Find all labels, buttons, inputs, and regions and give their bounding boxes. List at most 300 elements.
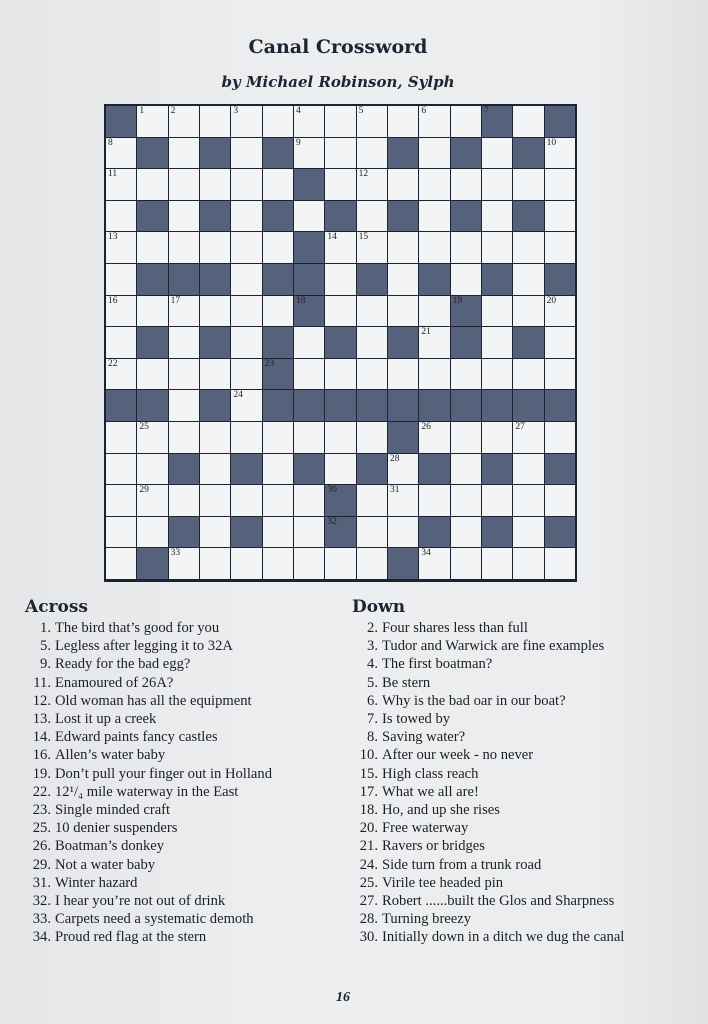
grid-cell[interactable] bbox=[137, 359, 167, 390]
down-clue bbox=[352, 655, 682, 673]
grid-cell-black bbox=[200, 390, 230, 421]
grid-cell[interactable] bbox=[357, 138, 387, 169]
grid-cell[interactable] bbox=[231, 485, 261, 516]
grid-cell[interactable] bbox=[169, 548, 199, 579]
clue-text: Ready for the bad egg? bbox=[55, 656, 191, 673]
grid-cell[interactable] bbox=[169, 485, 199, 516]
grid-cell[interactable] bbox=[357, 169, 387, 200]
down-clue bbox=[352, 710, 682, 728]
grid-cell[interactable] bbox=[482, 548, 512, 579]
grid-cell[interactable] bbox=[294, 327, 324, 358]
across-heading: Across bbox=[25, 597, 88, 617]
clue-number: 18 bbox=[296, 295, 306, 306]
grid-cell[interactable] bbox=[294, 517, 324, 548]
clue-text: Four shares less than full bbox=[382, 620, 528, 636]
clue-number-label: 14. bbox=[32, 729, 51, 746]
down-clue bbox=[352, 801, 682, 819]
clue-text: Is towed by bbox=[382, 711, 451, 728]
grid-cell[interactable] bbox=[294, 138, 324, 169]
grid-cell[interactable] bbox=[357, 296, 387, 327]
grid-cell[interactable] bbox=[419, 296, 449, 327]
grid-cell[interactable] bbox=[451, 232, 481, 263]
grid-cell[interactable] bbox=[263, 106, 293, 137]
grid-cell[interactable] bbox=[137, 517, 167, 548]
grid-cell-black bbox=[482, 106, 512, 137]
clue-text: The first boatman? bbox=[382, 656, 493, 673]
grid-cell[interactable] bbox=[451, 454, 481, 485]
grid-cell[interactable] bbox=[545, 327, 575, 358]
grid-cell[interactable] bbox=[325, 454, 355, 485]
grid-cell[interactable] bbox=[106, 454, 136, 485]
grid-cell-black bbox=[513, 138, 543, 169]
down-heading: Down bbox=[352, 597, 406, 617]
clue-text: Free waterway bbox=[382, 820, 469, 837]
grid-cell[interactable] bbox=[357, 359, 387, 390]
grid-cell[interactable] bbox=[545, 201, 575, 232]
down-clue bbox=[352, 692, 682, 710]
across-clue bbox=[25, 710, 345, 728]
clue-number: 13 bbox=[108, 232, 118, 243]
grid-cell[interactable] bbox=[325, 138, 355, 169]
grid-cell-black bbox=[294, 454, 324, 485]
across-clue bbox=[25, 928, 345, 946]
clue-number: 11 bbox=[108, 169, 118, 180]
grid-cell[interactable] bbox=[325, 296, 355, 327]
grid-cell-black bbox=[169, 264, 199, 295]
clue-number-label: 12. bbox=[32, 692, 51, 709]
grid-cell[interactable] bbox=[545, 359, 575, 390]
grid-cell[interactable] bbox=[451, 422, 481, 453]
grid-cell[interactable] bbox=[482, 327, 512, 358]
grid-cell[interactable] bbox=[137, 232, 167, 263]
grid-cell[interactable] bbox=[169, 327, 199, 358]
grid-cell[interactable] bbox=[357, 201, 387, 232]
grid-cell[interactable] bbox=[106, 485, 136, 516]
grid-cell[interactable] bbox=[388, 296, 418, 327]
grid-cell[interactable] bbox=[388, 485, 418, 516]
grid-cell[interactable] bbox=[357, 422, 387, 453]
clue-number-label: 3. bbox=[367, 638, 378, 655]
clue-number: 12 bbox=[358, 169, 369, 180]
grid-cell-black bbox=[325, 390, 355, 421]
grid-cell[interactable] bbox=[294, 201, 324, 232]
grid-cell[interactable] bbox=[357, 517, 387, 548]
down-clue bbox=[352, 746, 682, 764]
grid-cell[interactable] bbox=[137, 422, 167, 453]
grid-cell[interactable] bbox=[263, 422, 293, 453]
grid-cell[interactable] bbox=[106, 169, 136, 200]
down-clue bbox=[352, 728, 682, 746]
grid-cell[interactable] bbox=[200, 232, 230, 263]
grid-cell-black bbox=[200, 264, 230, 295]
grid-cell[interactable] bbox=[451, 264, 481, 295]
grid-cell[interactable] bbox=[482, 232, 512, 263]
grid-cell[interactable] bbox=[200, 485, 230, 516]
grid-cell[interactable] bbox=[200, 548, 230, 579]
grid-cell[interactable] bbox=[231, 296, 261, 327]
grid-cell[interactable] bbox=[294, 422, 324, 453]
grid-cell[interactable] bbox=[513, 296, 543, 327]
grid-cell[interactable] bbox=[482, 359, 512, 390]
clue-number: 16 bbox=[108, 295, 118, 306]
clue-text: Virile tee headed pin bbox=[382, 874, 504, 891]
clue-text: High class reach bbox=[382, 765, 479, 782]
clue-number-label: 6. bbox=[367, 692, 378, 709]
grid-cell[interactable] bbox=[419, 138, 449, 169]
grid-cell[interactable] bbox=[325, 169, 355, 200]
grid-cell[interactable] bbox=[482, 169, 512, 200]
grid-cell[interactable] bbox=[200, 422, 230, 453]
grid-cell-black bbox=[419, 264, 449, 295]
clue-text: Don’t pull your finger out in Holland bbox=[55, 765, 272, 782]
grid-cell[interactable] bbox=[513, 517, 543, 548]
clue-number-label: 32. bbox=[32, 893, 51, 910]
clue-number: 15 bbox=[358, 232, 369, 243]
grid-cell[interactable] bbox=[419, 548, 449, 579]
grid-cell[interactable] bbox=[388, 517, 418, 548]
grid-cell[interactable] bbox=[357, 232, 387, 263]
clue-number-label: 19. bbox=[32, 765, 51, 782]
grid-cell[interactable] bbox=[545, 169, 575, 200]
clue-number-label: 21. bbox=[359, 838, 378, 855]
grid-cell-black bbox=[545, 517, 575, 548]
grid-cell[interactable] bbox=[106, 359, 136, 390]
clue-number: 2 bbox=[170, 106, 176, 116]
grid-cell-black bbox=[294, 296, 324, 327]
grid-cell[interactable] bbox=[231, 359, 261, 390]
grid-cell[interactable] bbox=[200, 517, 230, 548]
grid-cell[interactable] bbox=[388, 454, 418, 485]
down-clue bbox=[352, 637, 682, 655]
grid-cell[interactable] bbox=[231, 232, 261, 263]
grid-cell[interactable] bbox=[231, 390, 261, 421]
grid-cell-black bbox=[482, 517, 512, 548]
grid-cell-black bbox=[137, 264, 167, 295]
grid-cell[interactable] bbox=[169, 232, 199, 263]
grid-cell-black bbox=[325, 201, 355, 232]
clue-number: 3 bbox=[233, 106, 239, 116]
clue-text: What we all are! bbox=[382, 783, 479, 800]
grid-cell-black bbox=[169, 454, 199, 485]
grid-cell[interactable] bbox=[325, 106, 355, 137]
grid-cell-black bbox=[388, 548, 418, 579]
grid-cell[interactable] bbox=[231, 548, 261, 579]
grid-cell-black bbox=[325, 517, 355, 548]
grid-cell-black bbox=[513, 390, 543, 421]
across-clue bbox=[25, 765, 345, 783]
clue-number: 21 bbox=[421, 327, 431, 338]
grid-cell-black bbox=[106, 390, 136, 421]
clue-number: 19 bbox=[452, 295, 463, 306]
down-clue bbox=[352, 874, 682, 892]
clue-number-label: 11. bbox=[33, 674, 51, 691]
grid-cell[interactable] bbox=[169, 390, 199, 421]
grid-cell-black bbox=[451, 296, 481, 327]
grid-cell[interactable] bbox=[231, 201, 261, 232]
grid-cell[interactable] bbox=[419, 169, 449, 200]
down-clue bbox=[352, 837, 682, 855]
grid-cell[interactable] bbox=[545, 485, 575, 516]
grid-cell[interactable] bbox=[231, 264, 261, 295]
grid-cell[interactable] bbox=[325, 548, 355, 579]
grid-cell[interactable] bbox=[419, 201, 449, 232]
grid-cell[interactable] bbox=[263, 517, 293, 548]
grid-cell[interactable] bbox=[513, 422, 543, 453]
grid-cell-black bbox=[263, 201, 293, 232]
clue-number-label: 33. bbox=[32, 911, 51, 928]
grid-cell-black bbox=[325, 485, 355, 516]
grid-cell-black bbox=[137, 548, 167, 579]
grid-cell[interactable] bbox=[169, 106, 199, 137]
clue-number: 28 bbox=[390, 453, 400, 464]
grid-cell[interactable] bbox=[200, 454, 230, 485]
grid-cell[interactable] bbox=[106, 548, 136, 579]
down-clue bbox=[352, 619, 682, 637]
grid-cell[interactable] bbox=[200, 296, 230, 327]
grid-cell[interactable] bbox=[294, 548, 324, 579]
grid-cell[interactable] bbox=[106, 422, 136, 453]
clue-number-label: 30. bbox=[359, 929, 378, 946]
grid-cell-black bbox=[294, 232, 324, 263]
clue-number: 31 bbox=[390, 485, 400, 496]
grid-cell-black bbox=[419, 454, 449, 485]
grid-cell[interactable] bbox=[482, 422, 512, 453]
grid-cell[interactable] bbox=[482, 485, 512, 516]
clue-text: Not a water baby bbox=[55, 856, 156, 873]
grid-cell[interactable] bbox=[231, 422, 261, 453]
clue-number: 5 bbox=[358, 106, 364, 116]
grid-cell[interactable] bbox=[357, 327, 387, 358]
grid-cell-black bbox=[451, 390, 481, 421]
across-clue bbox=[25, 819, 345, 837]
grid-cell-black bbox=[231, 517, 261, 548]
grid-cell-black bbox=[388, 327, 418, 358]
grid-cell-black bbox=[388, 422, 418, 453]
grid-cell[interactable] bbox=[388, 169, 418, 200]
clue-number-label: 31. bbox=[32, 874, 51, 891]
clue-number-label: 15. bbox=[359, 765, 378, 782]
grid-cell-black bbox=[451, 327, 481, 358]
grid-cell[interactable] bbox=[451, 359, 481, 390]
grid-cell[interactable] bbox=[294, 359, 324, 390]
grid-cell[interactable] bbox=[137, 169, 167, 200]
grid-cell[interactable] bbox=[263, 454, 293, 485]
grid-cell[interactable] bbox=[169, 359, 199, 390]
grid-cell[interactable] bbox=[451, 106, 481, 137]
grid-cell[interactable] bbox=[513, 454, 543, 485]
grid-cell-black bbox=[263, 138, 293, 169]
grid-cell[interactable] bbox=[169, 422, 199, 453]
clue-text: Side turn from a trunk road bbox=[382, 856, 542, 873]
grid-cell[interactable] bbox=[325, 232, 355, 263]
grid-cell[interactable] bbox=[388, 232, 418, 263]
clue-text: Lost it up a creek bbox=[55, 711, 157, 728]
grid-cell[interactable] bbox=[200, 106, 230, 137]
grid-cell[interactable] bbox=[545, 296, 575, 327]
clue-text: Saving water? bbox=[382, 729, 466, 746]
grid-cell-black bbox=[231, 454, 261, 485]
grid-cell[interactable] bbox=[137, 296, 167, 327]
grid-cell[interactable] bbox=[169, 296, 199, 327]
grid-cell[interactable] bbox=[106, 327, 136, 358]
grid-cell-black bbox=[137, 327, 167, 358]
grid-cell-black bbox=[545, 106, 575, 137]
grid-cell[interactable] bbox=[388, 106, 418, 137]
clue-number: 6 bbox=[421, 106, 427, 116]
grid-cell[interactable] bbox=[263, 169, 293, 200]
grid-cell[interactable] bbox=[513, 169, 543, 200]
clue-number: 26 bbox=[421, 422, 431, 432]
grid-cell[interactable] bbox=[357, 485, 387, 516]
grid-cell[interactable] bbox=[263, 296, 293, 327]
grid-cell[interactable] bbox=[106, 232, 136, 263]
grid-cell[interactable] bbox=[545, 138, 575, 169]
grid-cell-black bbox=[294, 390, 324, 421]
across-clue bbox=[25, 692, 345, 710]
clue-text: 10 denier suspenders bbox=[55, 820, 178, 837]
grid-cell[interactable] bbox=[419, 485, 449, 516]
grid-cell[interactable] bbox=[513, 359, 543, 390]
grid-cell[interactable] bbox=[294, 485, 324, 516]
grid-cell-black bbox=[137, 138, 167, 169]
clue-number: 32 bbox=[327, 516, 337, 527]
grid-cell[interactable] bbox=[451, 548, 481, 579]
puzzle-byline: by Michael Robinson, Sylph bbox=[221, 73, 455, 91]
clue-text: Tudor and Warwick are fine examples bbox=[382, 638, 605, 655]
grid-cell[interactable] bbox=[231, 169, 261, 200]
grid-cell[interactable] bbox=[388, 264, 418, 295]
grid-cell[interactable] bbox=[231, 138, 261, 169]
across-clue bbox=[25, 910, 345, 928]
grid-cell[interactable] bbox=[451, 517, 481, 548]
grid-cell[interactable] bbox=[482, 138, 512, 169]
down-clues bbox=[352, 597, 682, 947]
grid-cell[interactable] bbox=[263, 485, 293, 516]
grid-cell[interactable] bbox=[513, 485, 543, 516]
grid-cell-black bbox=[545, 390, 575, 421]
grid-cell[interactable] bbox=[451, 169, 481, 200]
clue-text: Ravers or bridges bbox=[382, 838, 485, 855]
clue-text: Robert ......built the Glos and Sharpness bbox=[382, 893, 615, 910]
grid-cell[interactable] bbox=[137, 106, 167, 137]
grid-cell[interactable] bbox=[545, 232, 575, 263]
grid-cell[interactable] bbox=[388, 359, 418, 390]
grid-cell[interactable] bbox=[513, 106, 543, 137]
clue-number-label: 7. bbox=[367, 711, 378, 728]
grid-cell-black bbox=[106, 106, 136, 137]
clue-text: Ho, and up she rises bbox=[382, 802, 500, 819]
grid-cell[interactable] bbox=[482, 296, 512, 327]
grid-cell[interactable] bbox=[200, 359, 230, 390]
grid-cell[interactable] bbox=[263, 548, 293, 579]
grid-cell[interactable] bbox=[294, 106, 324, 137]
grid-cell-black bbox=[388, 138, 418, 169]
grid-cell[interactable] bbox=[200, 169, 230, 200]
across-clue bbox=[25, 728, 345, 746]
grid-cell[interactable] bbox=[513, 264, 543, 295]
grid-cell[interactable] bbox=[451, 485, 481, 516]
grid-cell-black bbox=[482, 390, 512, 421]
grid-cell[interactable] bbox=[325, 359, 355, 390]
grid-cell[interactable] bbox=[357, 548, 387, 579]
clue-number-label: 8. bbox=[367, 729, 378, 746]
grid-cell[interactable] bbox=[137, 454, 167, 485]
clue-number-label: 23. bbox=[32, 802, 51, 819]
grid-cell[interactable] bbox=[263, 232, 293, 263]
clue-number: 7 bbox=[484, 106, 489, 116]
grid-cell[interactable] bbox=[419, 422, 449, 453]
grid-cell-black bbox=[513, 201, 543, 232]
grid-cell[interactable] bbox=[106, 264, 136, 295]
grid-cell[interactable] bbox=[169, 138, 199, 169]
across-clue bbox=[25, 874, 345, 892]
grid-cell[interactable] bbox=[513, 232, 543, 263]
clue-number: 30 bbox=[327, 485, 337, 496]
grid-cell[interactable] bbox=[169, 201, 199, 232]
across-clue bbox=[25, 801, 345, 819]
grid-cell[interactable] bbox=[325, 264, 355, 295]
grid-cell[interactable] bbox=[231, 327, 261, 358]
across-clue bbox=[25, 892, 345, 910]
grid-cell[interactable] bbox=[106, 296, 136, 327]
grid-cell[interactable] bbox=[545, 548, 575, 579]
down-clue bbox=[352, 910, 682, 928]
grid-cell[interactable] bbox=[325, 422, 355, 453]
across-clue bbox=[25, 674, 345, 692]
grid-cell[interactable] bbox=[106, 517, 136, 548]
grid-cell[interactable] bbox=[513, 548, 543, 579]
across-clue-list bbox=[25, 619, 345, 947]
down-clue-list bbox=[352, 619, 682, 947]
grid-cell-black bbox=[325, 327, 355, 358]
grid-cell[interactable] bbox=[357, 106, 387, 137]
clue-number: 25 bbox=[139, 422, 149, 432]
clue-number: 9 bbox=[296, 137, 301, 148]
clue-number-label: 28. bbox=[359, 911, 378, 928]
grid-cell[interactable] bbox=[231, 106, 261, 137]
grid-cell[interactable] bbox=[106, 201, 136, 232]
clue-number: 33 bbox=[170, 548, 181, 559]
grid-cell-black bbox=[545, 264, 575, 295]
grid-cell-black bbox=[482, 264, 512, 295]
grid-cell[interactable] bbox=[482, 201, 512, 232]
clue-text: After our week - no never bbox=[382, 747, 534, 764]
grid-cell-black bbox=[263, 327, 293, 358]
clue-number: 20 bbox=[546, 295, 557, 306]
grid-cell[interactable] bbox=[419, 359, 449, 390]
grid-cell[interactable] bbox=[419, 327, 449, 358]
clue-text: Turning breezy bbox=[382, 911, 472, 928]
grid-cell-black bbox=[482, 454, 512, 485]
grid-cell[interactable] bbox=[419, 232, 449, 263]
clue-number: 23 bbox=[264, 358, 275, 369]
grid-cell[interactable] bbox=[106, 138, 136, 169]
clue-text: Why is the bad oar in our boat? bbox=[382, 692, 566, 709]
grid-cell[interactable] bbox=[169, 169, 199, 200]
grid-cell[interactable] bbox=[545, 422, 575, 453]
clue-number-label: 2. bbox=[367, 620, 378, 636]
clue-text: Edward paints fancy castles bbox=[55, 729, 218, 746]
clue-number: 29 bbox=[139, 485, 149, 496]
across-clue bbox=[25, 619, 345, 637]
clue-number-label: 34. bbox=[32, 929, 51, 946]
grid-cell[interactable] bbox=[137, 485, 167, 516]
grid-cell-black bbox=[451, 201, 481, 232]
down-clue bbox=[352, 928, 682, 946]
clue-number-label: 17. bbox=[359, 783, 378, 800]
clue-number-label: 10. bbox=[359, 747, 378, 764]
grid-cell[interactable] bbox=[419, 106, 449, 137]
